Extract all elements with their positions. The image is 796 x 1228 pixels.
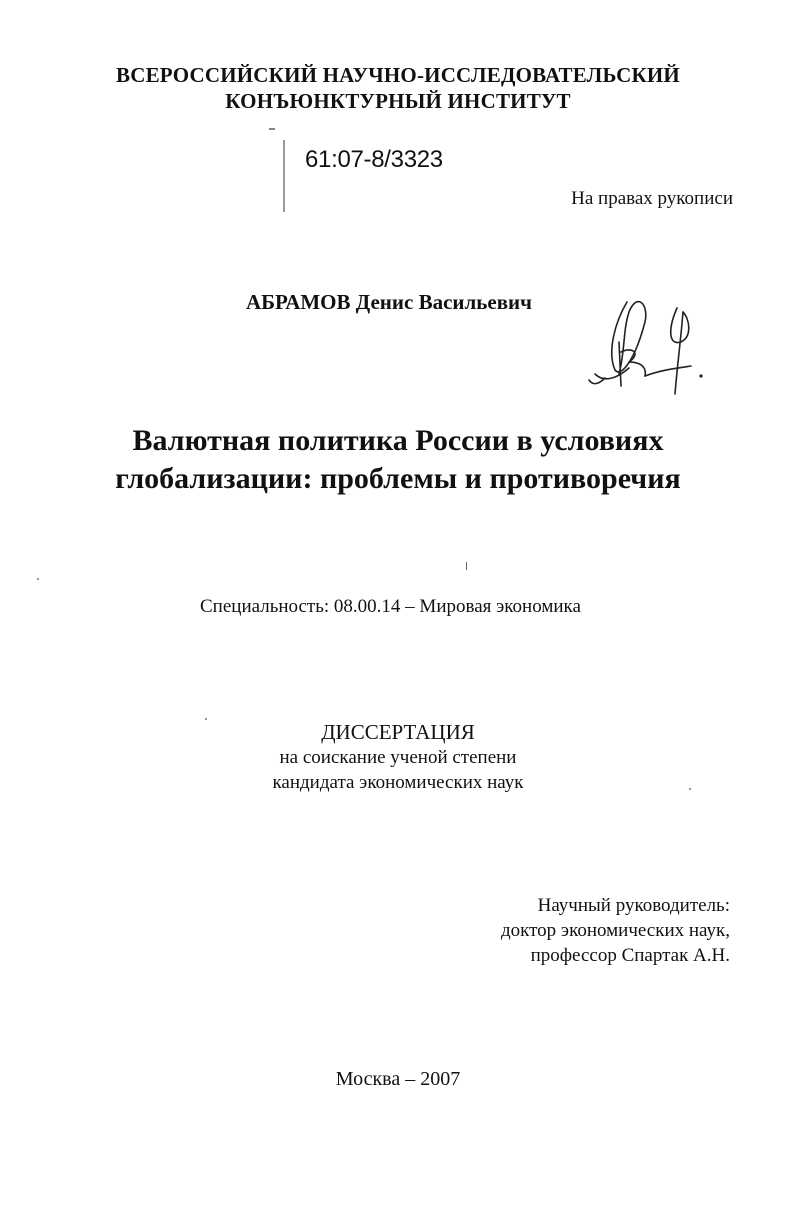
- rights-note: На правах рукописи: [571, 188, 733, 209]
- advisor-name: профессор Спартак А.Н.: [530, 945, 730, 966]
- dissertation-heading: ДИССЕРТАЦИЯ: [321, 720, 475, 744]
- signature-icon: [585, 282, 715, 412]
- degree-line-2: кандидата экономических наук: [272, 772, 524, 793]
- scan-artifact: [37, 578, 39, 580]
- advisor-label: Научный руководитель:: [537, 895, 730, 916]
- author-name: [246, 290, 532, 315]
- dissertation-block: [0, 720, 796, 795]
- stamp-mark: [269, 128, 275, 130]
- degree-line-1: на соискание ученой степени: [279, 747, 517, 768]
- stamp-rule: [283, 140, 285, 212]
- title-line-2: глобализации: проблемы и противоречия: [115, 462, 681, 495]
- catalog-number: 61:07-8/3323: [305, 146, 443, 173]
- dissertation-title: [0, 422, 796, 498]
- scientific-advisor: [501, 893, 730, 968]
- scan-artifact: [466, 562, 467, 570]
- author-surname: АБРАМОВ: [246, 290, 351, 314]
- advisor-degree: доктор экономических наук,: [500, 920, 730, 941]
- institute-line-2: КОНЪЮНКТУРНЫЙ ИНСТИТУТ: [225, 89, 571, 113]
- place-year: Москва – 2007: [335, 1068, 461, 1090]
- institute-line-1: ВСЕРОССИЙСКИЙ НАУЧНО-ИССЛЕДОВАТЕЛЬСКИЙ: [116, 63, 680, 87]
- title-line-1: Валютная политика России в условиях: [132, 424, 664, 457]
- author-given-name: Денис Васильевич: [355, 290, 532, 314]
- specialty: Специальность: 08.00.14 – Мировая экономика: [200, 596, 581, 617]
- institute-name: [0, 62, 796, 114]
